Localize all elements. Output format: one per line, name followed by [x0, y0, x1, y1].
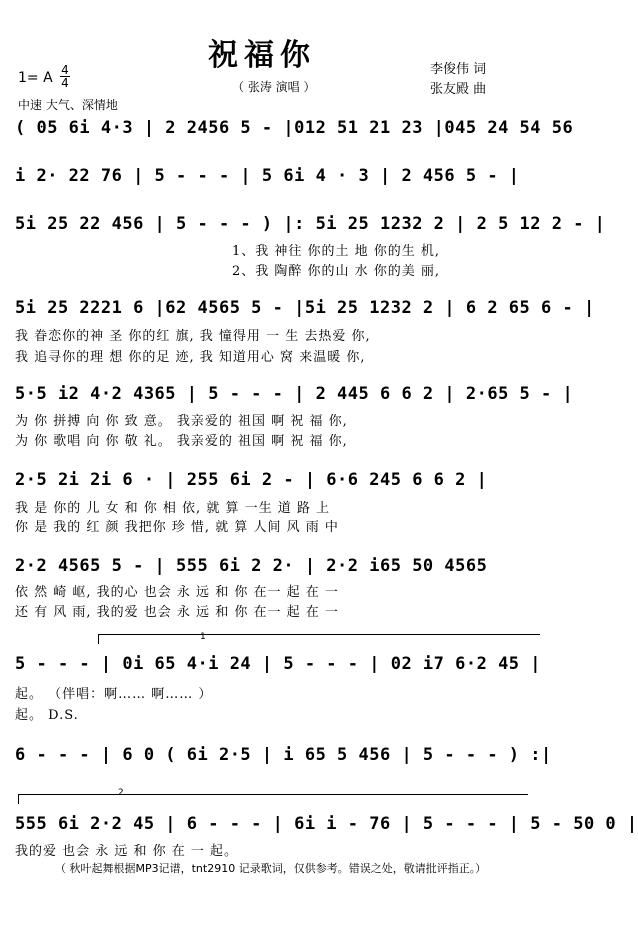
notation-line-1: ( 05 6i 4·3 | 2 2456 5 - |012 51 21 23 |045 24 54 56	[15, 118, 574, 138]
volta-2-bracket	[18, 794, 528, 795]
tempo-marking: 中速 大气、深情地	[18, 98, 118, 112]
composer-credit: 张友殿 曲	[430, 82, 487, 97]
song-subtitle: （ 张涛 演唱 ）	[232, 80, 316, 94]
time-signature-top: 4	[61, 63, 69, 77]
notation-line-10: 555 6i 2·2 45 | 6 - - - | 6i i - 76 | 5 - - - | 5 - 50 0 |	[15, 814, 638, 834]
lyric-line-7-verse-1: 依 然 崎 岖, 我的心 也会 永 远 和 你 在一 起 在 一	[15, 585, 339, 600]
time-signature-bottom: 4	[61, 76, 69, 90]
song-title: 祝福你	[208, 38, 316, 73]
lyric-line-5-verse-2: 为 你 歌唱 向 你 敬 礼。 我亲爱的 祖国 啊 祝 福 你,	[15, 434, 348, 449]
volta-1-bracket	[98, 634, 540, 635]
lyric-line-3-verse-2: 2、我 陶醉 你的山 水 你的美 丽,	[232, 264, 441, 279]
lyricist-credit: 李俊伟 词	[430, 62, 487, 77]
volta-1-bracket-start	[98, 634, 99, 644]
time-signature	[60, 64, 70, 89]
notation-line-8: 5 - - - | 0i 65 4·i 24 | 5 - - - | 02 i7 6·2 45 |	[15, 654, 542, 674]
key-signature: 1= A	[18, 70, 53, 86]
notation-line-7: 2·2 4565 5 - | 555 6i 2 2· | 2·2 i65 50 4565	[15, 556, 488, 576]
lyric-line-4-verse-2: 我 追寻你的理 想 你的足 迹, 我 知道用心 窝 来温暖 你,	[15, 350, 366, 365]
notation-line-4: 5i 25 2221 6 |62 4565 5 - |5i 25 1232 2 | 6 2 65 6 - |	[15, 298, 595, 318]
notation-line-3: 5i 25 22 456 | 5 - - - ) |: 5i 25 1232 2 | 2 5 12 2 - |	[15, 214, 606, 234]
lyric-line-4-verse-1: 我 眷恋你的神 圣 你的红 旗, 我 憧得用 一 生 去热爱 你,	[15, 329, 371, 344]
lyric-line-7-verse-2: 还 有 风 雨, 我的爱 也会 永 远 和 你 在一 起 在 一	[15, 605, 339, 620]
notation-line-5: 5·5 i2 4·2 4365 | 5 - - - | 2 445 6 6 2 | 2·65 5 - |	[15, 384, 574, 404]
notation-line-6: 2·5 2i 2i 6 · | 255 6i 2 - | 6·6 245 6 6 2 |	[15, 470, 488, 490]
volta-1-label: 1	[200, 632, 206, 642]
volta-2-bracket-start	[18, 794, 19, 804]
lyric-line-6-verse-2: 你 是 我的 红 颜 我把你 珍 惜, 就 算 人间 风 雨 中	[15, 520, 339, 535]
lyric-line-8-verse-2: 起。 D.S.	[15, 708, 79, 723]
notation-line-2: i 2· 22 76 | 5 - - - | 5 6i 4 · 3 | 2 456 5 - |	[15, 166, 520, 186]
notation-line-9: 6 - - - | 6 0 ( 6i 2·5 | i 65 5 456 | 5 - - - ) :|	[15, 745, 552, 765]
transcription-note: （ 秋叶起舞根据MP3记谱，tnt2910 记录歌词，仅供参考。错误之处，敬请批评指正。）	[55, 862, 487, 875]
lyric-line-3-verse-1: 1、我 神往 你的土 地 你的生 机,	[232, 244, 441, 259]
lyric-line-6-verse-1: 我 是 你的 儿 女 和 你 相 依, 就 算 一生 道 路 上	[15, 501, 330, 516]
lyric-line-10: 我的爱 也会 永 远 和 你 在 一 起。	[15, 844, 239, 859]
lyric-line-8-verse-1: 起。 （伴唱：啊…… 啊…… ）	[15, 687, 213, 702]
lyric-line-5-verse-1: 为 你 拼搏 向 你 致 意。 我亲爱的 祖国 啊 祝 福 你,	[15, 414, 348, 429]
volta-2-label: 2	[118, 788, 124, 798]
